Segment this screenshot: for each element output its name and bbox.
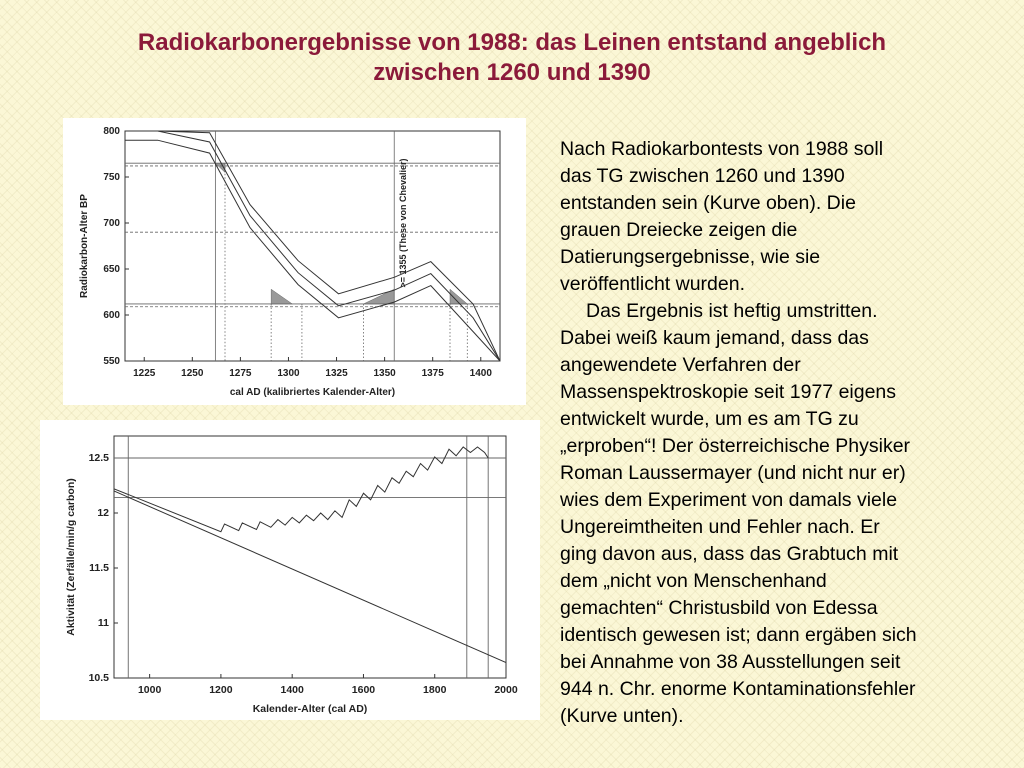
x-tick-label: 1275 [229,368,252,379]
contamination-chart-svg [40,420,540,720]
x-tick-label: 1600 [351,684,376,696]
x-tick-label: 1200 [209,684,233,696]
body-text [560,136,1000,730]
x-tick-label: 1400 [469,368,492,379]
title-line-1: Radiokarbonergebnisse von 1988: das Leinen entstand angeblich [137,29,887,56]
x-axis-label: cal AD (kalibriertes Kalender-Alter) [229,387,396,398]
contamination-chart [40,420,540,720]
x-axis-label: Kalender-Alter (cal AD) [252,703,368,715]
x-tick-label: 1250 [181,368,204,379]
y-tick-label: 700 [103,218,120,229]
y-axis-label: Aktivität (Zerfälle/min/g carbon) [65,478,77,636]
y-tick-label: 750 [103,172,120,183]
title-line-2: zwischen 1260 und 1390 [373,59,651,86]
x-tick-label: 1300 [277,368,300,379]
x-tick-label: 1375 [421,368,444,379]
y-tick-label: 800 [103,126,120,137]
curve-lower [125,140,500,361]
calibration-chart-svg [63,118,526,405]
y-tick-label: 12.5 [88,452,109,464]
x-tick-label: 1325 [325,368,348,379]
y-tick-label: 650 [103,264,120,275]
x-tick-label: 2000 [494,684,518,696]
y-tick-label: 11.5 [89,562,109,574]
x-tick-label: 1000 [137,684,162,696]
chevalier-annotation: >= 1355 (These von Chevalier) [398,158,409,288]
plot-frame [125,131,500,361]
x-tick-label: 1225 [133,368,156,379]
x-tick-label: 1800 [423,684,447,696]
paragraph-2: Das Ergebnis ist heftig umstritten. Dabei weiß kaum jemand, dass das angewendete Verfahren der Massenspektroskopie seit 1977 eigens entwickelt wurde, um es am TG zu „erproben“! Der österreichische Physiker Roman Laussermayer (und nicht nur er) wies dem Experiment von damals viele Ungereimtheiten und Fehler nach. Er ging davon aus, dass das Grabtuch mit dem „nicht von Menschenhand gemachten“ Christusbild von Edessa identisch gewesen ist; dann ergäben sich bei Annahme von 38 Ausstellungen seit 944 n. Chr. enorme Kontaminationsfehler (Kurve unten). [560,300,917,727]
y-tick-label: 12 [97,507,109,519]
slide-title [0,28,1024,88]
plot-frame [114,436,506,678]
radiocarbon-calibration-chart [63,118,526,405]
curve-zerfallskurve [114,491,506,663]
y-tick-label: 600 [103,310,120,321]
curve-middle [125,131,500,361]
y-tick-label: 11 [97,617,109,629]
y-tick-label: 550 [103,356,120,367]
x-tick-label: 1400 [280,684,304,696]
curve-upper [125,131,500,361]
dating-triangle [271,289,292,304]
x-tick-label: 1350 [373,368,396,379]
y-tick-label: 10.5 [88,672,109,684]
y-axis-label: Radiokarbon-Alter BP [79,194,90,298]
paragraph-1: Nach Radiokarbontests von 1988 soll das TG zwischen 1260 und 1390 entstanden sein (Kurve oben). Die grauen Dreiecke zeigen die Datierungsergebnisse, wie sie veröffentlicht wurden. [560,138,884,295]
curve-kontamination [114,447,488,532]
